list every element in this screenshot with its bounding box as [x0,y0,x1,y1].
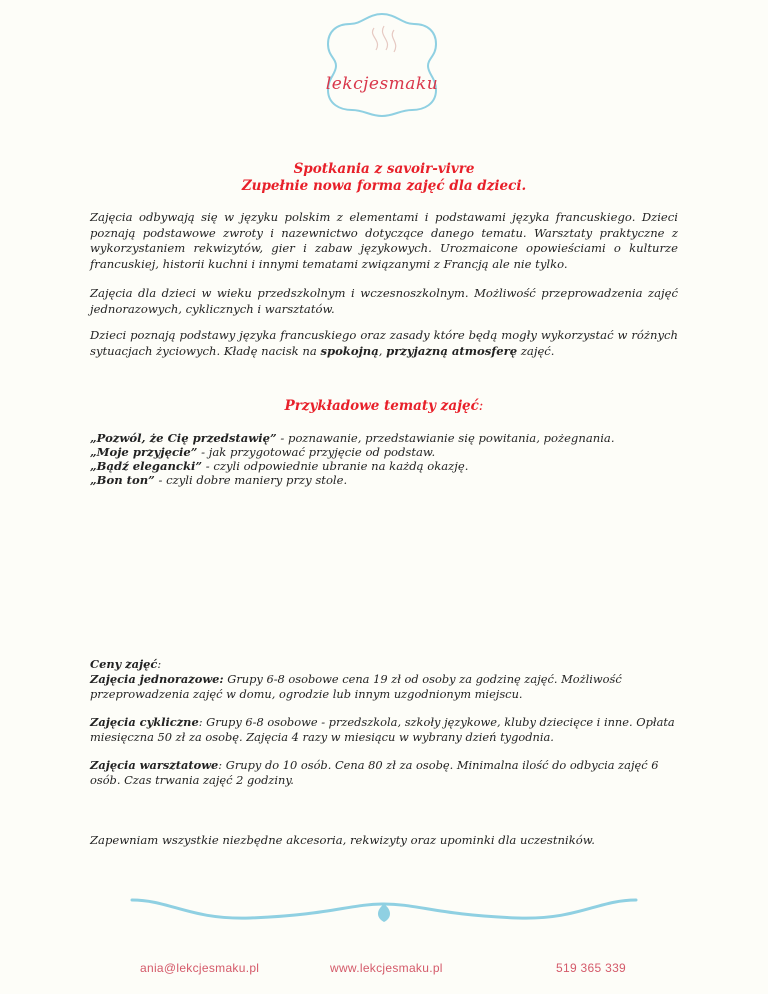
logo-text: lekcjesmaku [325,74,439,94]
topic-desc: - czyli dobre maniery przy stole. [154,473,348,487]
topic-desc: - poznawanie, przedstawianie się powitania, pożegnania. [276,431,615,445]
topic-name: „Bon ton” [90,473,155,487]
intro-paragraph-3 [90,328,678,359]
price-one-time-label: Zajęcia jednorazowe: [90,672,224,686]
price-workshop-text: : Grupy do 10 osób. Cena 80 zł za osobę. Minimalna ilość do odbycia zajęć 6 osób. Czas trwania zajęć 2 godziny. [90,758,659,787]
topics-title-colon: : [478,398,484,414]
prices-title [90,657,680,672]
footer-website[interactable]: www.lekcjesmaku.pl [330,961,443,975]
headline-subtitle: Zupełnie nowa forma zajęć dla dzieci. [241,178,527,194]
topic-desc: - jak przygotować przyjęcie od podstaw. [197,445,436,459]
footer-email[interactable]: ania@lekcjesmaku.pl [140,961,260,975]
price-cyclic-label: Zajęcia cykliczne [90,715,199,729]
topic-name: „Moje przyjęcie” [90,445,198,459]
intro-p3-bold-2: przyjazną atmosferę [386,343,518,358]
prices-section [90,657,680,801]
headline-title: Spotkania z savoir-vivre [293,161,475,177]
intro-paragraph-2: Zajęcia dla dzieci w wieku przedszkolnym i wczesnoszkolnym. Możliwość przeprowadzenia zajęć jednorazowych, cyklicznych i warsztatów. [90,286,678,316]
topic-item [90,473,690,487]
prices-title-text: Ceny zajęć [90,657,158,671]
topics-title [0,398,768,414]
price-cyclic-text: : Grupy 6-8 osobowe - przedszkola, szkoły językowe, kluby dziecięce i inne. Opłata miesięczna 50 zł za osobę. Zajęcia 4 razy w miesiącu w wybrany dzień tygodnia. [90,715,675,744]
logo [318,6,446,122]
topic-item [90,445,690,459]
intro-paragraph-1: Zajęcia odbywają się w języku polskim z elementami i podstawami języka francuskiego. Dzieci poznają podstawowe zwroty i nazewnictwo dotyczące danego tematu. Warsztaty praktyczne z wykorzystaniem rekwizytów, gier i zabaw językowych. Urozmaicone opowieściami o kulturze francuskiej, historii kuchni i innymi tematami związanymi z Francją ale nie tylko. [90,210,678,271]
topics-list [90,431,690,487]
price-one-time-text: Grupy 6-8 osobowe cena 19 zł od osoby za godzinę zajęć. Możliwość przeprowadzenia zajęć w domu, ogrodzie lub innym uzgodnionym miejscu. [90,672,622,701]
closing-note: Zapewniam wszystkie niezbędne akcesoria, rekwizyty oraz upominki dla uczestników. [90,833,595,847]
price-workshop-label: Zajęcia warsztatowe [90,758,219,772]
footer-divider [130,890,638,930]
intro-p3-sep: , [378,343,387,358]
intro-p3-bold-1: spokojną [320,343,379,358]
logo-frame [318,6,446,122]
topics-title-text: Przykładowe tematy zajęć [284,398,479,414]
price-workshop [90,758,680,788]
intro-p3-end: zajęć. [517,343,555,358]
footer-phone: 519 365 339 [556,961,627,975]
topic-name: „Pozwól, że Cię przedstawię” [90,431,277,445]
price-one-time [90,672,680,702]
intro-p3-start: Dzieci poznają podstawy języka francuskiego oraz zasady które będą mogły wykorzystać w różnych sytuacjach życiowych. Kładę nacisk na [90,328,678,358]
topic-item [90,459,690,473]
topic-name: „Bądź elegancki” [90,459,203,473]
price-cyclic [90,715,680,745]
topic-item [90,431,690,445]
topic-desc: - czyli odpowiednie ubranie na każdą okazję. [202,459,469,473]
prices-title-colon: : [157,657,162,671]
